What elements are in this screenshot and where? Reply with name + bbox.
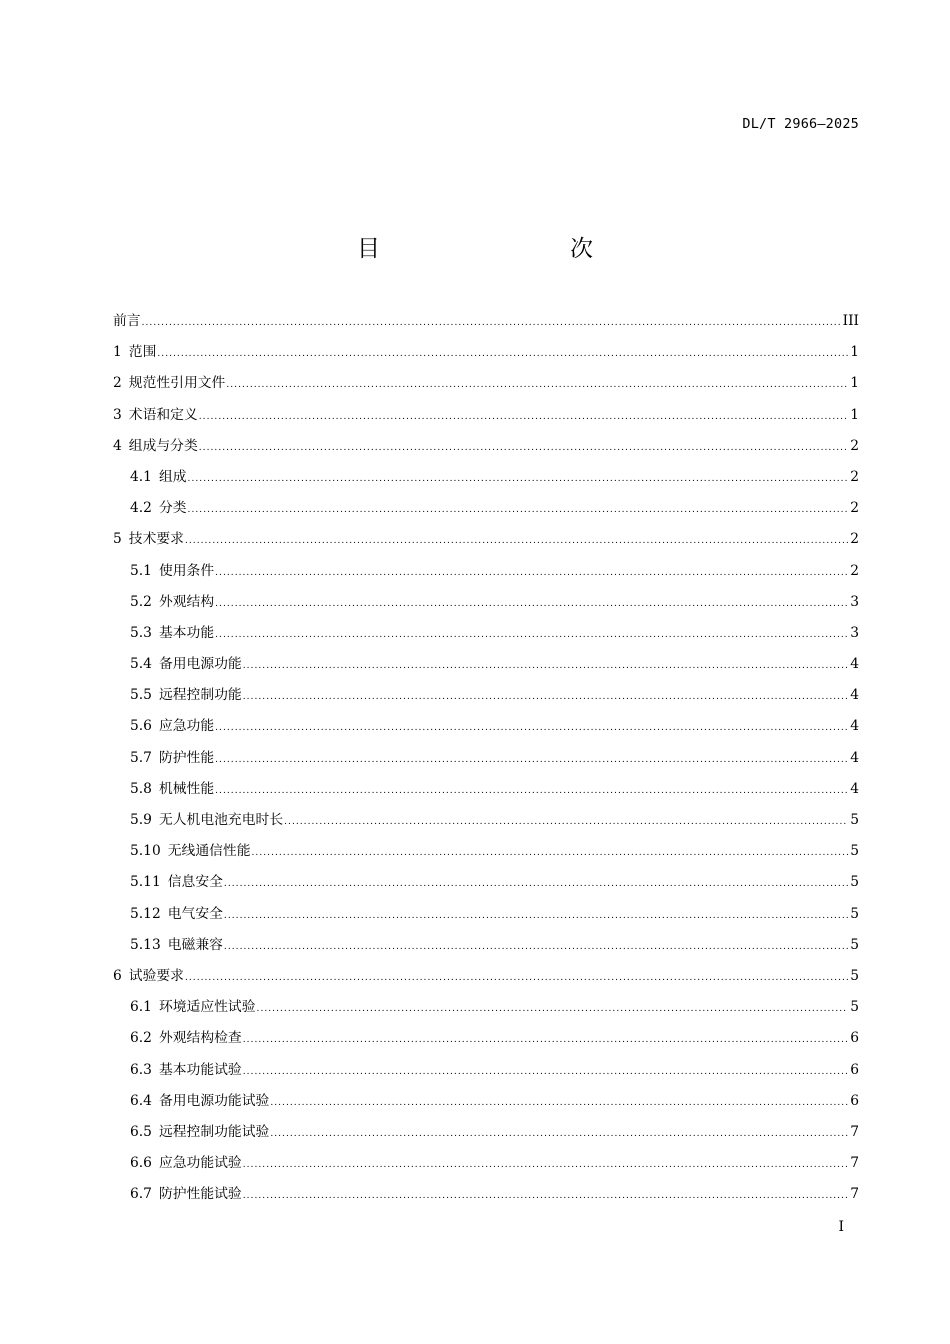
toc-entry-page: 3	[850, 593, 859, 610]
toc-entry-number: 5.1	[130, 562, 152, 579]
toc-entry-title: 术语和定义	[128, 406, 198, 423]
toc-entry-number: 1	[113, 344, 122, 361]
toc-entry[interactable]	[113, 933, 859, 964]
toc-entry-title: 外观结构	[158, 593, 215, 610]
toc-leader-dots	[199, 436, 848, 461]
toc-entry[interactable]	[113, 1182, 859, 1213]
toc-entry-title: 前言	[113, 313, 141, 329]
toc-entry-number: 5.10	[130, 843, 161, 860]
toc-entry[interactable]	[113, 340, 859, 371]
toc-entry-label	[130, 621, 214, 646]
toc-leader-dots	[215, 716, 848, 741]
toc-leader-dots	[215, 779, 848, 804]
toc-entry[interactable]	[113, 777, 859, 808]
toc-leader-dots	[215, 561, 848, 586]
toc-entry-number: 5.8	[130, 780, 152, 797]
toc-entry-page: III	[842, 313, 859, 329]
toc-entry-label	[130, 995, 256, 1020]
toc-entry[interactable]	[113, 371, 859, 402]
toc-entry-page: 6	[850, 1092, 859, 1109]
toc-entry-label	[130, 933, 223, 958]
toc-entry-title: 无线通信性能	[167, 843, 251, 860]
toc-entry-page: 2	[850, 531, 859, 548]
toc-entry-title: 分类	[158, 500, 187, 517]
toc-entry-label	[130, 683, 242, 708]
toc-entry-label	[130, 1089, 269, 1114]
toc-entry-number: 5.5	[130, 687, 152, 704]
toc-entry-number: 5.9	[130, 812, 152, 828]
toc-entry-page: 4	[850, 687, 859, 704]
toc-leader-dots	[142, 311, 841, 336]
toc-entry-label	[130, 1151, 242, 1176]
toc-entry-title: 组成与分类	[128, 437, 198, 454]
toc-entry-title: 技术要求	[128, 531, 184, 548]
toc-entry-number: 4.1	[130, 468, 152, 485]
toc-leader-dots	[215, 748, 848, 773]
toc-entry-label	[113, 309, 141, 334]
toc-entry-number: 6	[113, 967, 122, 984]
toc-entry-title: 机械性能	[158, 780, 215, 797]
toc-leader-dots	[224, 904, 848, 929]
toc-entry-label	[130, 496, 187, 521]
toc-entry-page: 2	[850, 468, 859, 485]
table-of-contents	[113, 309, 859, 1213]
toc-entry-page: 4	[850, 749, 859, 766]
toc-entry[interactable]	[113, 403, 859, 434]
toc-entry[interactable]	[113, 1026, 859, 1057]
toc-entry[interactable]	[113, 309, 859, 340]
document-number: DL/T 2966—2025	[742, 116, 859, 132]
toc-entry-title: 无人机电池充电时长	[158, 812, 284, 828]
toc-entry-page: 5	[850, 967, 859, 984]
toc-entry[interactable]	[113, 808, 859, 839]
toc-entry-title: 应急功能	[158, 718, 215, 735]
toc-entry-page: 4	[850, 780, 859, 797]
toc-entry-number: 4	[113, 437, 122, 454]
toc-entry-number: 6.2	[130, 1030, 152, 1047]
toc-entry-number: 5.7	[130, 749, 152, 766]
toc-entry-label	[130, 1120, 269, 1145]
toc-entry[interactable]	[113, 683, 859, 714]
toc-entry[interactable]	[113, 902, 859, 933]
toc-leader-dots	[185, 966, 848, 991]
toc-entry-title: 电气安全	[167, 905, 223, 922]
toc-entry-label	[113, 527, 184, 552]
toc-entry-page: 2	[850, 562, 859, 579]
toc-leader-dots	[224, 872, 848, 897]
toc-entry-label	[130, 590, 214, 615]
toc-leader-dots	[188, 467, 849, 492]
toc-entry[interactable]	[113, 839, 859, 870]
toc-entry-page: 4	[850, 718, 859, 735]
toc-leader-dots	[243, 1028, 848, 1053]
toc-entry-title: 使用条件	[158, 562, 215, 579]
toc-entry-title: 试验要求	[128, 967, 184, 984]
toc-entry-number: 6.7	[130, 1186, 152, 1203]
toc-entry[interactable]	[113, 434, 859, 465]
toc-entry[interactable]	[113, 995, 859, 1026]
toc-entry-label	[113, 403, 198, 428]
toc-leader-dots	[243, 685, 848, 710]
toc-entry-title: 远程控制功能试验	[158, 1123, 270, 1140]
toc-entry[interactable]	[113, 746, 859, 777]
toc-entry[interactable]	[113, 1151, 859, 1182]
toc-entry-label	[130, 808, 283, 833]
toc-leader-dots	[243, 654, 848, 679]
toc-entry-number: 6.1	[130, 999, 152, 1016]
toc-entry-number: 2	[113, 375, 122, 392]
toc-entry-page: 5	[850, 936, 859, 953]
toc-entry-number: 5	[113, 531, 122, 548]
toc-entry-label	[130, 1058, 242, 1083]
toc-entry-number: 6.4	[130, 1092, 152, 1109]
toc-entry-label	[113, 434, 198, 459]
toc-entry-number: 3	[113, 406, 122, 423]
toc-leader-dots	[257, 997, 849, 1022]
toc-entry-number: 6.3	[130, 1061, 152, 1078]
toc-entry-title: 基本功能试验	[158, 1061, 242, 1078]
toc-entry-page: 4	[850, 656, 859, 673]
toc-entry-number: 5.13	[130, 936, 161, 953]
toc-entry-label	[130, 559, 214, 584]
toc-entry-number: 4.2	[130, 500, 152, 517]
toc-entry-title: 规范性引用文件	[128, 375, 226, 392]
toc-leader-dots	[185, 529, 848, 554]
toc-entry-number: 5.11	[130, 874, 161, 891]
toc-entry-number: 5.3	[130, 624, 152, 641]
toc-entry[interactable]	[113, 465, 859, 496]
toc-entry-page: 7	[850, 1155, 859, 1172]
toc-entry-title: 电磁兼容	[167, 936, 223, 953]
toc-entry-label	[130, 902, 223, 927]
toc-leader-dots	[199, 405, 848, 430]
toc-entry-page: 1	[850, 344, 859, 361]
toc-entry-title: 防护性能试验	[158, 1186, 242, 1203]
toc-leader-dots	[226, 373, 848, 398]
toc-entry[interactable]	[113, 527, 859, 558]
toc-entry-label	[113, 964, 184, 989]
toc-entry-page: 3	[850, 624, 859, 641]
toc-title: 目 次	[357, 236, 641, 262]
toc-entry-page: 5	[850, 999, 859, 1016]
toc-entry-title: 外观结构检查	[158, 1030, 242, 1047]
toc-entry-label	[130, 652, 242, 677]
toc-entry-number: 5.12	[130, 905, 161, 922]
toc-entry-title: 信息安全	[167, 874, 223, 891]
toc-entry[interactable]	[113, 652, 859, 683]
toc-entry-number: 5.4	[130, 656, 152, 673]
toc-entry-label	[130, 870, 223, 895]
toc-leader-dots	[188, 498, 849, 523]
toc-entry-title: 基本功能	[158, 624, 215, 641]
toc-entry-title: 远程控制功能	[158, 687, 242, 704]
toc-entry-page: 1	[850, 406, 859, 423]
toc-entry-label	[130, 1182, 242, 1207]
toc-entry-title: 防护性能	[158, 749, 215, 766]
toc-entry-page: 2	[850, 500, 859, 517]
toc-entry-page: 1	[850, 375, 859, 392]
toc-entry[interactable]	[113, 1058, 859, 1089]
toc-entry[interactable]	[113, 964, 859, 995]
toc-entry[interactable]	[113, 870, 859, 901]
toc-entry-page: 5	[850, 874, 859, 891]
toc-entry-title: 备用电源功能试验	[158, 1092, 270, 1109]
toc-entry-page: 2	[850, 437, 859, 454]
toc-entry[interactable]	[113, 1089, 859, 1120]
toc-entry-label	[130, 777, 214, 802]
toc-entry-label	[130, 839, 251, 864]
toc-entry-title: 环境适应性试验	[158, 999, 256, 1016]
toc-entry-number: 5.2	[130, 593, 152, 610]
toc-entry-page: 5	[850, 843, 859, 860]
toc-entry-number: 6.6	[130, 1155, 152, 1172]
toc-entry-label	[130, 1026, 242, 1051]
page-number: I	[838, 1219, 844, 1235]
toc-leader-dots	[243, 1184, 848, 1209]
toc-leader-dots	[252, 841, 849, 866]
toc-entry[interactable]	[113, 590, 859, 621]
toc-entry[interactable]	[113, 1120, 859, 1151]
toc-entry-title: 组成	[158, 468, 187, 485]
toc-entry-label	[130, 714, 214, 739]
toc-leader-dots	[284, 810, 848, 835]
toc-leader-dots	[270, 1091, 848, 1116]
toc-leader-dots	[243, 1060, 848, 1085]
toc-leader-dots	[243, 1153, 848, 1178]
toc-entry-number: 6.5	[130, 1123, 152, 1140]
toc-entry-label	[113, 340, 156, 365]
toc-entry[interactable]	[113, 559, 859, 590]
toc-entry-page: 5	[850, 812, 859, 828]
toc-entry-title: 范围	[128, 344, 157, 361]
toc-entry-label	[113, 371, 225, 396]
toc-entry-label	[130, 465, 187, 490]
toc-entry-title: 应急功能试验	[158, 1155, 242, 1172]
toc-entry-page: 7	[850, 1123, 859, 1140]
toc-leader-dots	[215, 623, 848, 648]
toc-entry-page: 7	[850, 1186, 859, 1203]
toc-entry-page: 5	[850, 905, 859, 922]
toc-leader-dots	[224, 935, 848, 960]
toc-leader-dots	[157, 342, 848, 367]
toc-leader-dots	[215, 592, 848, 617]
toc-entry-label	[130, 746, 214, 771]
toc-entry[interactable]	[113, 621, 859, 652]
toc-entry-page: 6	[850, 1061, 859, 1078]
toc-entry[interactable]	[113, 714, 859, 745]
toc-entry-page: 6	[850, 1030, 859, 1047]
toc-leader-dots	[270, 1122, 848, 1147]
toc-entry-number: 5.6	[130, 718, 152, 735]
toc-entry[interactable]	[113, 496, 859, 527]
toc-entry-title: 备用电源功能	[158, 656, 242, 673]
